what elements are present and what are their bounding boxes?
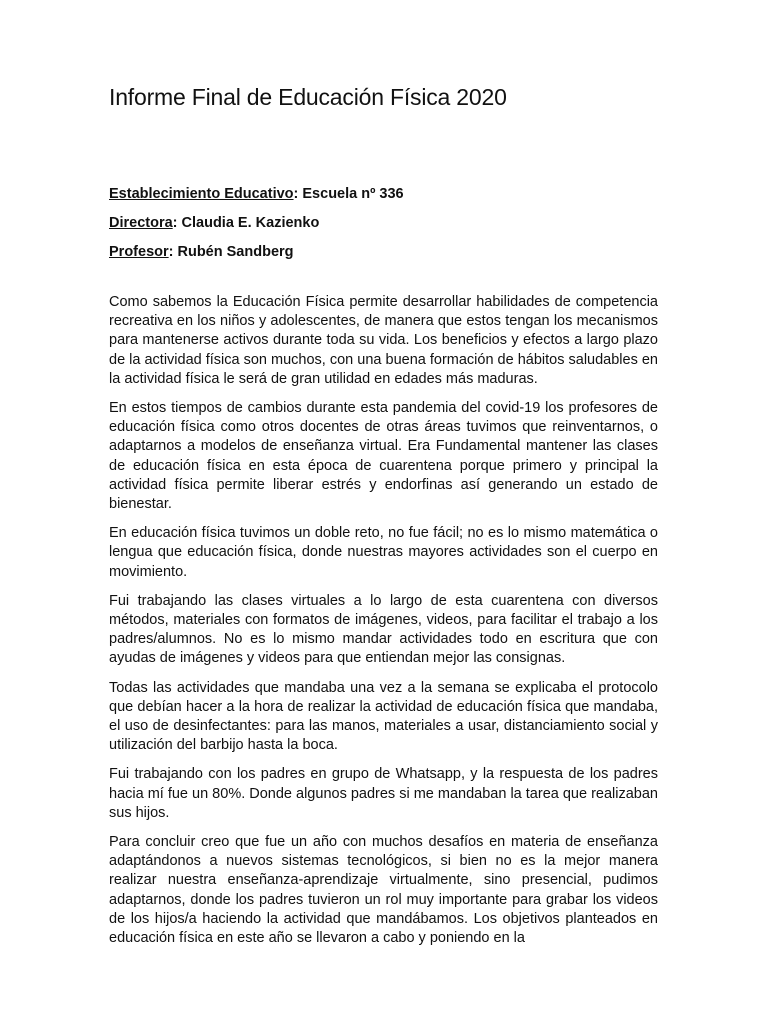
paragraph: En estos tiempos de cambios durante esta pandemia del covid-19 los profesores de educación física como otros docentes de otras áreas tuvimos que reinventarnos, o adaptarnos a modelos de enseñanza virtual. Era Fundamental mantener las clases de educación física en esta época de cuarentena porque primero y principal la actividad física permite liberar estrés y endorfinas así generando un estado de bienestar. <box>109 400 658 513</box>
meta-teacher-value: : Rubén Sandberg <box>168 244 294 260</box>
document-metadata <box>109 184 404 271</box>
meta-teacher-label: Profesor <box>109 244 169 260</box>
paragraph: Como sabemos la Educación Física permite desarrollar habilidades de competencia recreativa en los niños y adolescentes, de manera que estos tengan los mecanismos para mantenerse activos durante toda su vida. Los beneficios y efectos a largo plazo de la actividad física son muchos, con una buena formación de hábitos saludables en la actividad física le será de gran utilidad en edades más maduras. <box>109 294 658 387</box>
meta-school-label: Establecimiento Educativo <box>109 186 294 202</box>
meta-director-value: : Claudia E. Kazienko <box>172 215 320 231</box>
paragraph: Todas las actividades que mandaba una vez a la semana se explicaba el protocolo que debían hacer a la hora de realizar la actividad de educación física que mandaba, el uso de desinfectantes: para las manos, materiales a usar, distanciamiento social y utilización del barbijo hasta la boca. <box>109 679 658 754</box>
document-body <box>109 293 658 958</box>
paragraph: Fui trabajando con los padres en grupo de Whatsapp, y la respuesta de los padres hacia mí fue un 80%. Donde algunos padres si me mandaban la tarea que realizaban sus hijos. <box>109 766 658 821</box>
meta-director-label: Directora <box>109 215 173 231</box>
paragraph: Para concluir creo que fue un año con muchos desafíos en materia de enseñanza adaptándonos a nuevos sistemas tecnológicos, si bien no es la mejor manera realizar nuestra enseñanza-aprendizaje virtualmente, sino presencial, pudimos adaptarnos, donde los padres tuvieron un rol muy importante para grabar los videos de los hijos/a haciendo la actividad que mandábamos. Los objetivos planteados en educación física en este año se llevaron a cabo y poniendo en la <box>109 834 658 947</box>
meta-director <box>109 213 404 233</box>
paragraph: Fui trabajando las clases virtuales a lo largo de esta cuarentena con diversos métodos, materiales con formatos de imágenes, videos, para facilitar el trabajo a los padres/alumnos. No es lo mismo mandar actividades todo en escritura que con ayudas de imágenes y videos para que entiendan mejor las consignas. <box>109 592 658 667</box>
meta-school-value: : Escuela nº 336 <box>293 186 404 202</box>
paragraph: En educación física tuvimos un doble reto, no fue fácil; no es lo mismo matemática o lengua que educación física, donde nuestras mayores actividades son el cuerpo en movimiento. <box>109 525 658 580</box>
meta-teacher <box>109 242 404 262</box>
document-title: Informe Final de Educación Física 2020 <box>109 84 507 110</box>
meta-school <box>109 184 404 204</box>
